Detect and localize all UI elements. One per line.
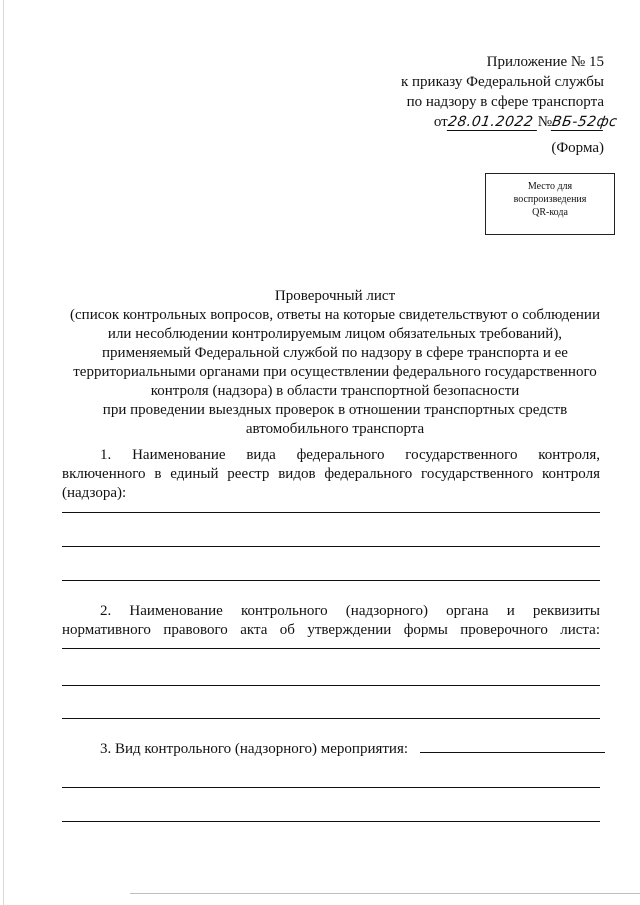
qr-box-line: Место для [527, 181, 573, 192]
handwritten-number: ВБ-52фс [550, 114, 619, 130]
item-1 [62, 446, 600, 503]
appendix-date-row [344, 112, 619, 132]
item-1-line: (надзора): [62, 485, 127, 501]
appendix-line: Приложение № 15 [486, 54, 604, 70]
item-2-line: нормативного правового акта об утверждении формы проверочного листа: [62, 622, 600, 638]
appendix-line: к приказу Федеральной службы [400, 74, 604, 90]
title-line: контроля (надзора) в области транспортной безопасности [150, 383, 520, 399]
title-line: при проведении выездных проверок в отношении транспортных средств [102, 402, 568, 418]
title-line: автомобильного транспорта [245, 421, 425, 437]
title-line: или несоблюдении контролируемым лицом обязательных требований), [107, 326, 563, 342]
item-1-line: 1. Наименование вида федерального государственного контроля, [100, 447, 600, 463]
fill-in-line [62, 546, 600, 547]
qr-box-line: воспроизведения [513, 194, 587, 205]
fill-in-line [62, 685, 600, 686]
number-sign: № [537, 114, 552, 130]
title-heading: Проверочный лист [274, 288, 396, 304]
fill-in-line [62, 821, 600, 822]
title-line: применяемый Федеральной службой по надзору в сфере транспорта и ее [102, 345, 568, 361]
title-line: (список контрольных вопросов, ответы на которые свидетельствуют о соблюдении [70, 307, 600, 323]
date-prefix: от [433, 114, 448, 130]
qr-code-placeholder [485, 173, 615, 235]
scan-edge [3, 0, 4, 905]
item-3: 3. Вид контрольного (надзорного) мероприятия: [100, 741, 409, 757]
fill-in-line [62, 512, 600, 513]
fill-in-line [62, 718, 600, 719]
title-line: территориальными органами при осуществлении федерального государственного [73, 364, 597, 380]
fill-in-line [420, 752, 605, 753]
scan-edge [130, 893, 640, 894]
handwritten-date: 28.01.2022 [446, 114, 538, 131]
item-2 [62, 602, 600, 640]
form-label: (Форма) [551, 140, 604, 156]
fill-in-line [62, 648, 600, 649]
document-title [40, 287, 630, 439]
qr-box-line: QR-кода [532, 207, 568, 218]
item-1-line: включенного в единый реестр видов федерального государственного контроля [62, 466, 600, 482]
fill-in-line [62, 580, 600, 581]
appendix-header [344, 52, 619, 132]
item-2-line: 2. Наименование контрольного (надзорного) органа и реквизиты [100, 603, 600, 619]
fill-in-line [62, 787, 600, 788]
appendix-line: по надзору в сфере транспорта [406, 94, 604, 110]
